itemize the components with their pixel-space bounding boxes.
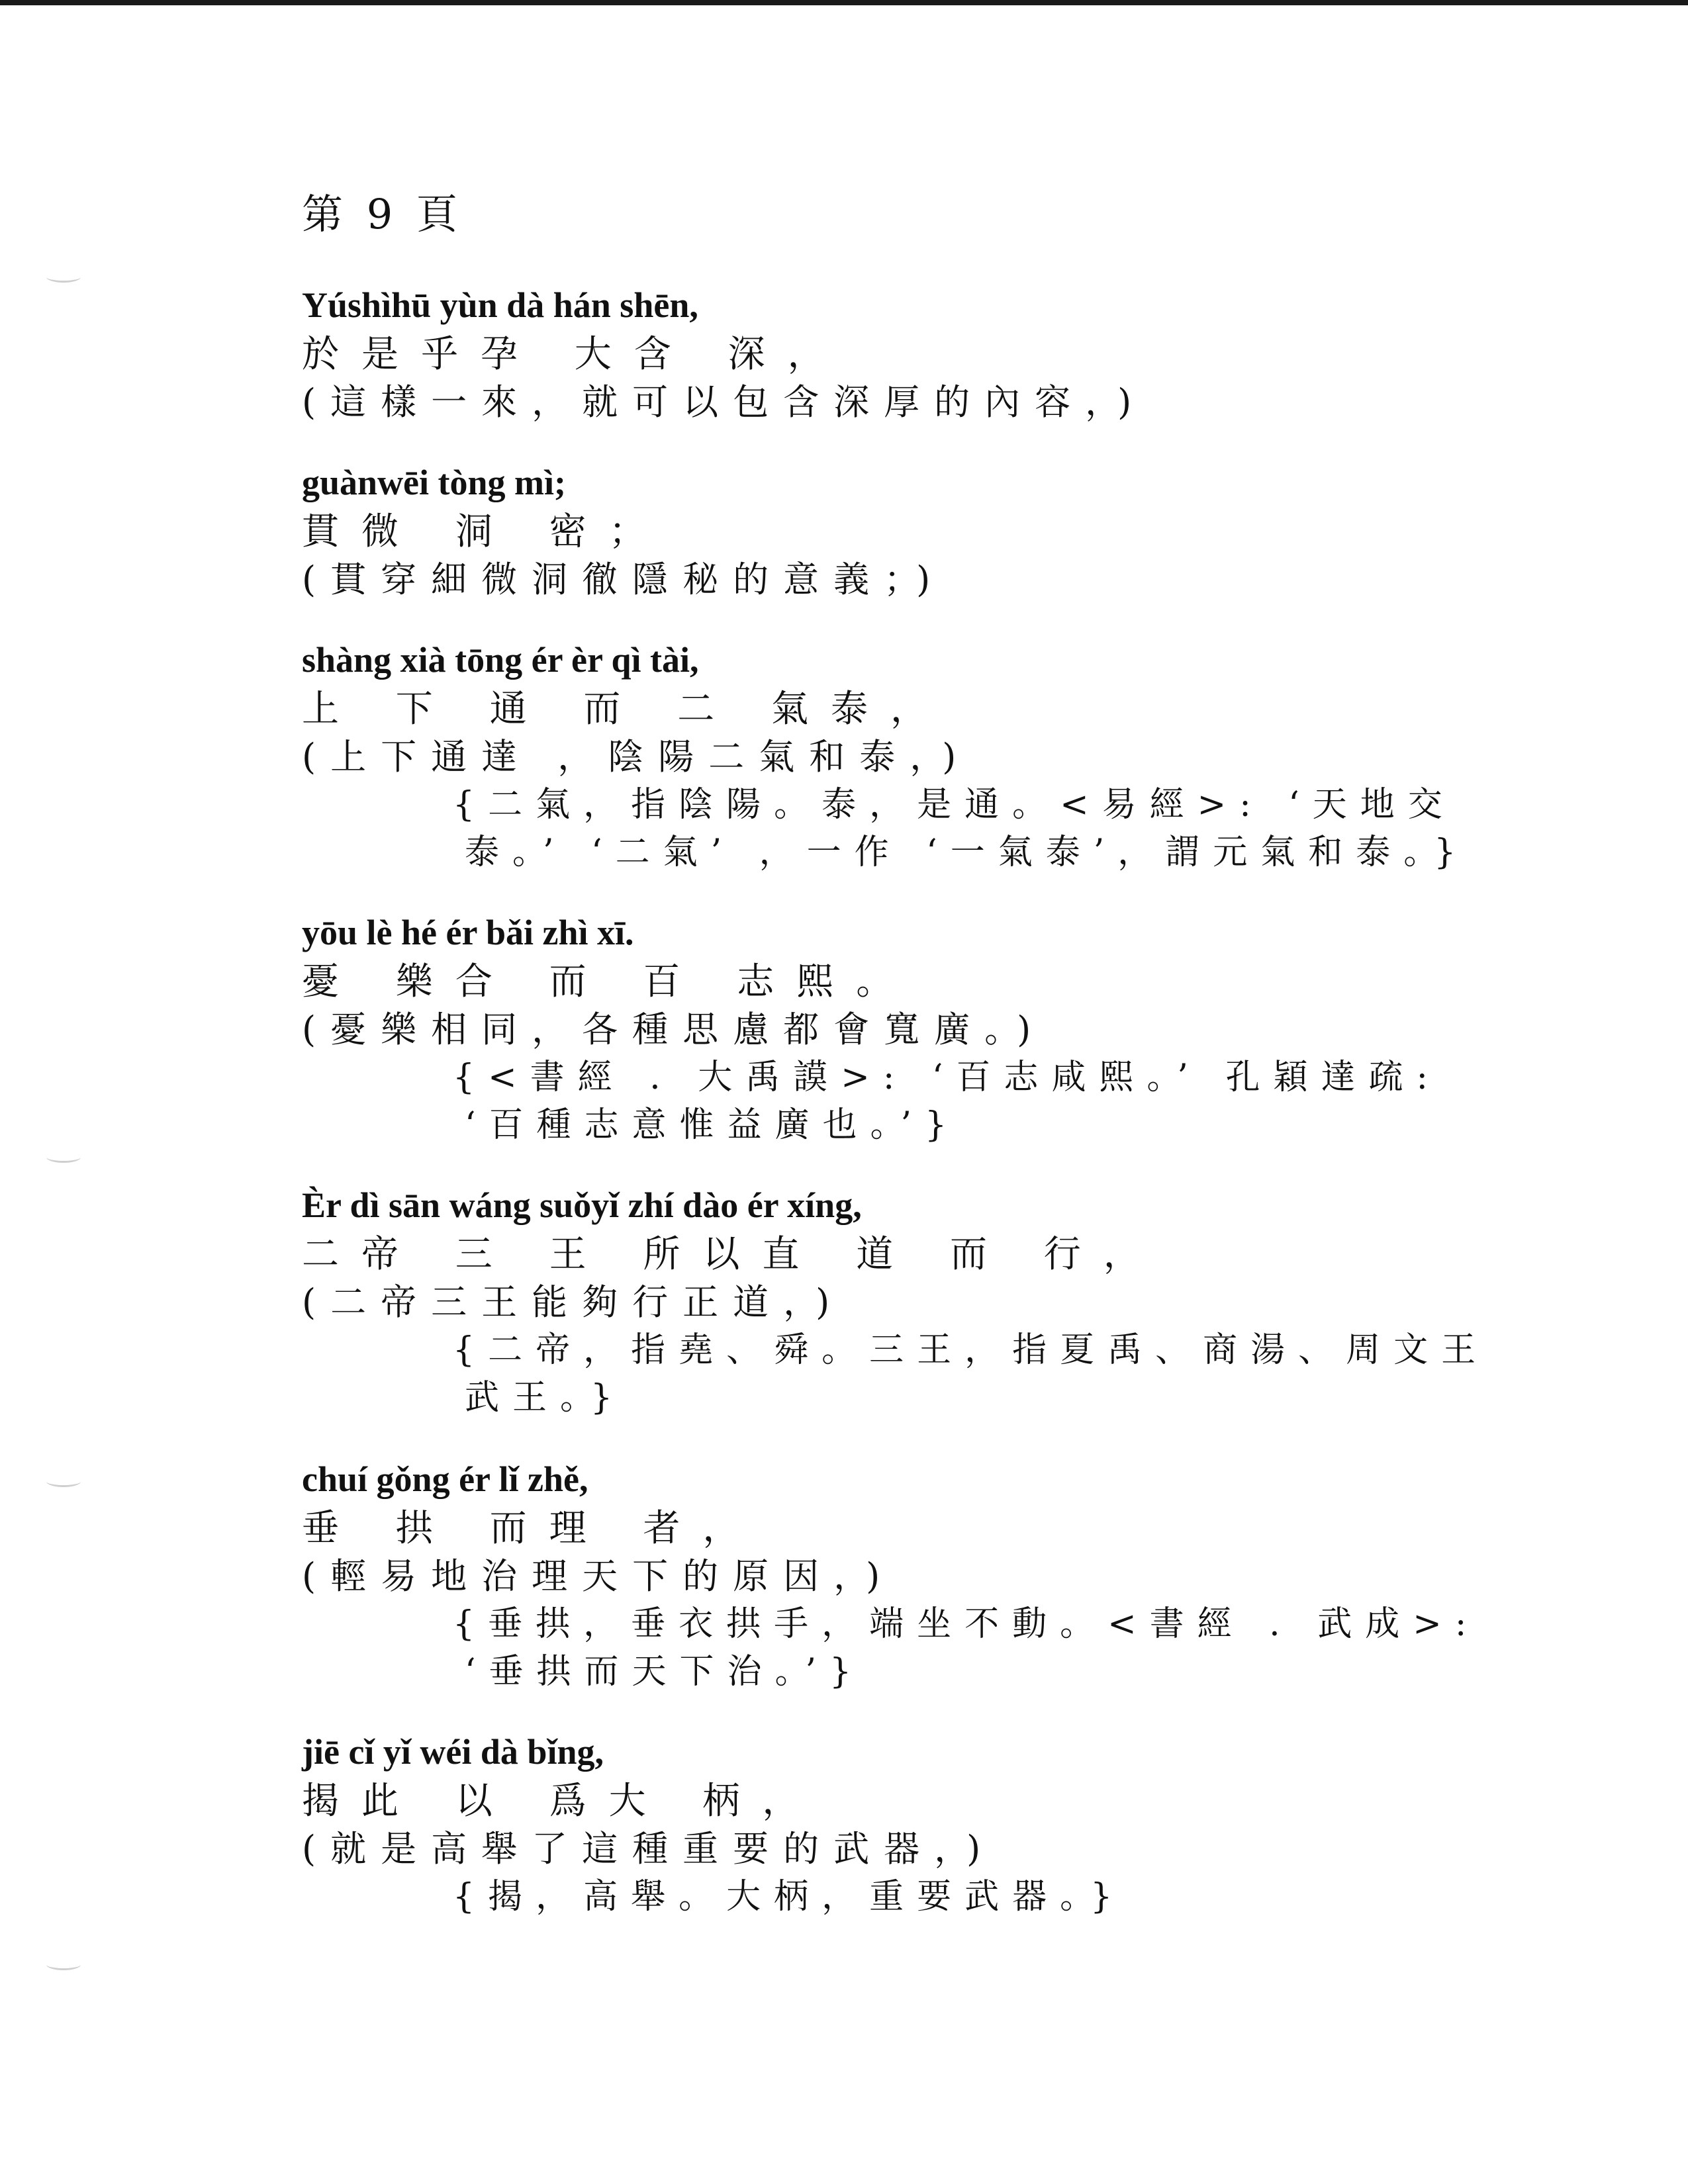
- pinyin-line: jiē cǐ yǐ wéi dà bǐng,: [302, 1732, 604, 1772]
- translation-line: (貫穿細微洞徹隱秘的意義；): [302, 559, 945, 600]
- chinese-line: 二帝 三 王 所以直 道 而 行，: [302, 1233, 1163, 1276]
- pinyin-line: yōu lè hé ér bǎi zhì xī.: [302, 913, 634, 952]
- stanza: [302, 1453, 1480, 1696]
- page-title: 第 9 頁: [302, 190, 463, 238]
- stanza: [302, 1726, 1480, 1921]
- margin-mark: [46, 271, 81, 283]
- pinyin-line: shàng xià tōng ér èr qì tài,: [302, 640, 699, 680]
- annotation-line: {垂拱，垂衣拱手，端坐不動。<書經 . 武成>:: [453, 1604, 1480, 1644]
- annotation-line: ‘百種志意惟益廣也。’}: [465, 1105, 961, 1145]
- chinese-line: 於是乎孕 大含 深，: [302, 333, 847, 376]
- margin-mark: [46, 1476, 81, 1487]
- annotation-line: {二帝，指堯、舜。三王，指夏禹、商湯、周文王: [453, 1330, 1489, 1370]
- translation-line: (就是高舉了這種重要的武器，): [302, 1828, 996, 1870]
- translation-line: (上下通達 ，陰陽二氣和泰，): [302, 736, 971, 778]
- stanza: [302, 1179, 1489, 1422]
- translation-line: (憂樂相同，各種思慮都會寬廣。): [302, 1009, 1046, 1050]
- translation-line: (二帝三王能夠行正道，): [302, 1281, 845, 1323]
- stanza: [302, 634, 1480, 876]
- chinese-line: 垂 拱 而理 者，: [302, 1507, 763, 1550]
- margin-mark: [46, 1152, 81, 1163]
- stanza: [302, 279, 1480, 426]
- stanza: [302, 907, 1480, 1149]
- chinese-line: 憂 樂合 而 百 志熙。: [302, 960, 916, 1003]
- chinese-line: 貫微 洞 密；: [302, 510, 669, 553]
- annotation-line: 泰。’ ‘二氣’ ，一作 ‘一氣泰’，謂元氣和泰。}: [465, 833, 1470, 872]
- annotation-line: {<書經 . 大禹謨>: ‘百志咸熙。’ 孔穎達疏:: [453, 1058, 1441, 1097]
- pinyin-line: Èr dì sān wáng suǒyǐ zhí dào ér xíng,: [302, 1185, 862, 1225]
- annotation-line: ‘垂拱而天下治。’}: [465, 1652, 865, 1692]
- translation-line: (這樣一來，就可以包含深厚的內容，): [302, 381, 1147, 423]
- chinese-line: 上 下 通 而 二 氣泰，: [302, 688, 951, 731]
- pinyin-line: Yúshìhū yùn dà hán shēn,: [302, 285, 698, 325]
- annotation-line: {二氣，指陰陽。泰，是通。<易經>: ‘天地交: [453, 785, 1456, 825]
- margin-mark: [46, 1959, 81, 1970]
- pinyin-line: chuí gǒng ér lǐ zhě,: [302, 1459, 588, 1499]
- annotation-line: {揭，高舉。大柄，重要武器。}: [453, 1877, 1126, 1917]
- chinese-line: 揭此 以 爲大 柄，: [302, 1780, 822, 1823]
- annotation-line: 武王。}: [465, 1378, 626, 1418]
- stanza: [302, 457, 1480, 604]
- translation-line: (輕易地治理天下的原因，): [302, 1555, 895, 1597]
- pinyin-line: guànwēi tòng mì;: [302, 463, 567, 502]
- scan-top-edge: [0, 0, 1688, 5]
